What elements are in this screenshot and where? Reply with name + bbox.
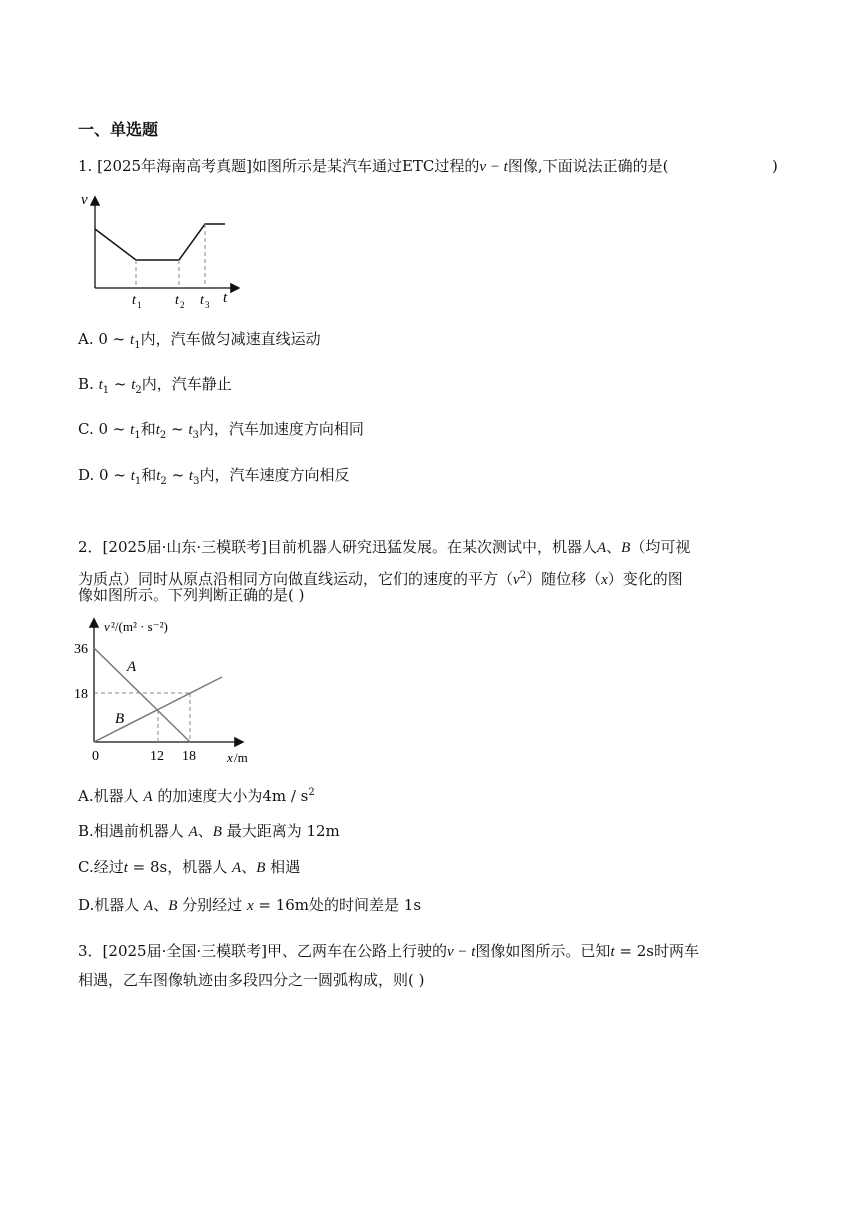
q2d-tail: 处的时间差是 1s (309, 896, 422, 914)
q1-option-c[interactable] (78, 419, 364, 446)
q1-tick-t1-sub: 1 (137, 300, 142, 310)
q1d-t2-sub: 2 (160, 476, 167, 487)
q2-line2-x: x (601, 572, 608, 588)
q2-y-label-unit: ²/(m² · s⁻²) (111, 619, 168, 634)
q1b-t1-sub: 1 (102, 385, 110, 396)
q2-line2-text-c: ）变化的图 (607, 570, 683, 588)
q1-option-b[interactable] (78, 374, 232, 401)
q3-line1-t: t (610, 944, 615, 960)
q1-tick-t3-sub: 3 (205, 300, 210, 310)
q1d-t1-sub: 1 (134, 476, 142, 487)
q1-tick-t2-sub: 2 (180, 300, 185, 310)
q2d-prefix: D.机器人 (78, 896, 145, 914)
q1c-t3-sub: 3 (192, 430, 199, 441)
q2-y-tick-18: 18 (74, 687, 88, 702)
q2-line1-B: B (621, 540, 631, 556)
q1b-t2-sub: 2 (135, 385, 142, 396)
q1a-t1: t (130, 332, 135, 348)
question-1-stem (78, 156, 668, 177)
q2-option-d[interactable] (78, 895, 421, 916)
q2d-eq: = 16m (253, 896, 310, 914)
q2d-x: x (246, 898, 254, 914)
q2a-prefix: A.机器人 (78, 787, 144, 805)
q1d-text: 内，汽车速度方向相反 (199, 466, 350, 484)
q2-y-tick-36: 36 (74, 642, 88, 657)
q1b-tilde: ~ (109, 375, 132, 393)
q1a-text: 内，汽车做匀减速直线运动 (140, 330, 321, 348)
q2-line2-sup: 2 (519, 570, 527, 581)
q1c-t1: t (130, 422, 135, 438)
q1d-t3: t (188, 468, 194, 484)
q2-origin: 0 (92, 749, 99, 764)
q2-stem-line3: 像如图所示。下列判断正确的是( ) (78, 586, 305, 604)
q1c-t2-sub: 2 (159, 430, 167, 441)
section-title: 一、单选题 (78, 120, 159, 139)
q1d-and: 和 (141, 466, 157, 484)
q2c-tail: 相遇 (265, 858, 301, 876)
q1-option-d[interactable] (78, 465, 349, 492)
q2-x-label-x: x (227, 750, 233, 765)
q2-x-label-unit: /m (234, 750, 248, 765)
q1-stem-text-b: 图像,下面说法正确的是( (507, 157, 669, 175)
q2-line1-text-c: （均可视 (630, 538, 691, 556)
q1-stem-vt: v − t (479, 159, 508, 175)
q1c-t2: t (155, 422, 160, 438)
q2-line1-text-a: 2．[2025届·山东·三模联考]目前机器人研究迅猛发展。在某次测试中，机器人 (78, 538, 597, 556)
q3-line1-eq: = 2s (614, 942, 654, 960)
q1-vt-graph (78, 190, 248, 310)
q1c-prefix: C. 0 ~ (78, 420, 131, 438)
q2b-text: 最大距离为 12m (221, 822, 340, 840)
q1c-tilde: ~ (166, 420, 189, 438)
q3-stem-line1 (78, 941, 699, 962)
q2c-prefix: C.经过 (78, 858, 124, 876)
q1d-t3-sub: 3 (193, 476, 200, 487)
q1b-t1: t (98, 377, 103, 393)
q2d-sep: 、 (153, 896, 169, 914)
q3-line1-text-c: 时两车 (653, 942, 699, 960)
q2b-sep: 、 (197, 822, 213, 840)
q2a-value: 4m / s (262, 787, 309, 805)
q2c-eq: = 8s (127, 858, 168, 876)
q1b-prefix: B. (78, 375, 99, 393)
q2d-B: B (168, 898, 178, 914)
q1d-tilde: ~ (166, 466, 189, 484)
q2b-prefix: B.相遇前机器人 (78, 822, 189, 840)
q2-label-B: B (115, 711, 125, 727)
q1a-t1-sub: 1 (134, 340, 141, 351)
q1-x-axis-label: t (223, 290, 228, 306)
q1a-prefix: A. 0 ~ (78, 330, 131, 348)
q1-tick-t1: t (132, 293, 136, 308)
q2-line-A (94, 648, 190, 742)
q2d-text: 分别经过 (177, 896, 247, 914)
q2-x-tick-12: 12 (150, 749, 164, 764)
q2a-value-sup: 2 (308, 787, 315, 798)
q2-stem-line1 (78, 537, 690, 558)
q2a-text: 的加速度大小为 (152, 787, 263, 805)
q1b-text: 内，汽车静止 (141, 375, 232, 393)
q2a-A: A (143, 789, 153, 805)
q2-line2-text-b: ）随位移（ (526, 570, 602, 588)
q1-y-axis-label: v (81, 192, 88, 208)
q1-tick-t3: t (200, 293, 204, 308)
q1d-t1: t (130, 468, 135, 484)
q2c-t: t (123, 860, 128, 876)
q2c-text: ，机器人 (167, 858, 233, 876)
q1c-t1-sub: 1 (134, 430, 141, 441)
q1-option-a[interactable] (78, 329, 321, 356)
q3-line1-text-b: 图像如图所示。已知 (475, 942, 611, 960)
q2b-B: B (212, 824, 222, 840)
q2-option-a[interactable] (78, 783, 315, 807)
q2c-B: B (256, 860, 266, 876)
q2-line1-A: A (596, 540, 607, 556)
q2-option-b[interactable] (78, 821, 340, 842)
q1-stem-text-a: 1. [2025年海南高考真题]如图所示是某汽车通过ETC过程的 (78, 157, 480, 175)
q3-line1-text-a: 3．[2025届·全国·三模联考]甲、乙两车在公路上行驶的 (78, 942, 447, 960)
q2-line2-text-a: 为质点）同时从原点沿相同方向做直线运动，它们的速度的平方（ (78, 570, 514, 588)
q2c-A: A (232, 860, 242, 876)
q2-v2x-graph (72, 614, 262, 772)
q1d-prefix: D. 0 ~ (78, 466, 131, 484)
q2b-A: A (188, 824, 198, 840)
q2-line1-sep: 、 (606, 538, 622, 556)
q1d-t2: t (156, 468, 161, 484)
q1b-t2: t (131, 377, 136, 393)
q3-line1-vt: v − t (446, 944, 476, 960)
q3-stem-line2: 相遇，乙车图像轨迹由多段四分之一圆弧构成，则( ) (78, 971, 425, 989)
q1-stem-paren: ) (772, 157, 778, 175)
q2c-sep: 、 (241, 858, 257, 876)
q2-option-c[interactable] (78, 857, 300, 878)
q1-tick-t2: t (175, 293, 179, 308)
q2d-A: A (144, 898, 154, 914)
q1c-text: 内，汽车加速度方向相同 (198, 420, 364, 438)
q2-x-tick-18: 18 (182, 749, 196, 764)
q1c-t3: t (188, 422, 193, 438)
q2-label-A: A (127, 659, 137, 675)
q1c-and: 和 (140, 420, 156, 438)
q2-line2-v: v (513, 572, 520, 588)
q2-y-label-v: v (104, 619, 110, 634)
